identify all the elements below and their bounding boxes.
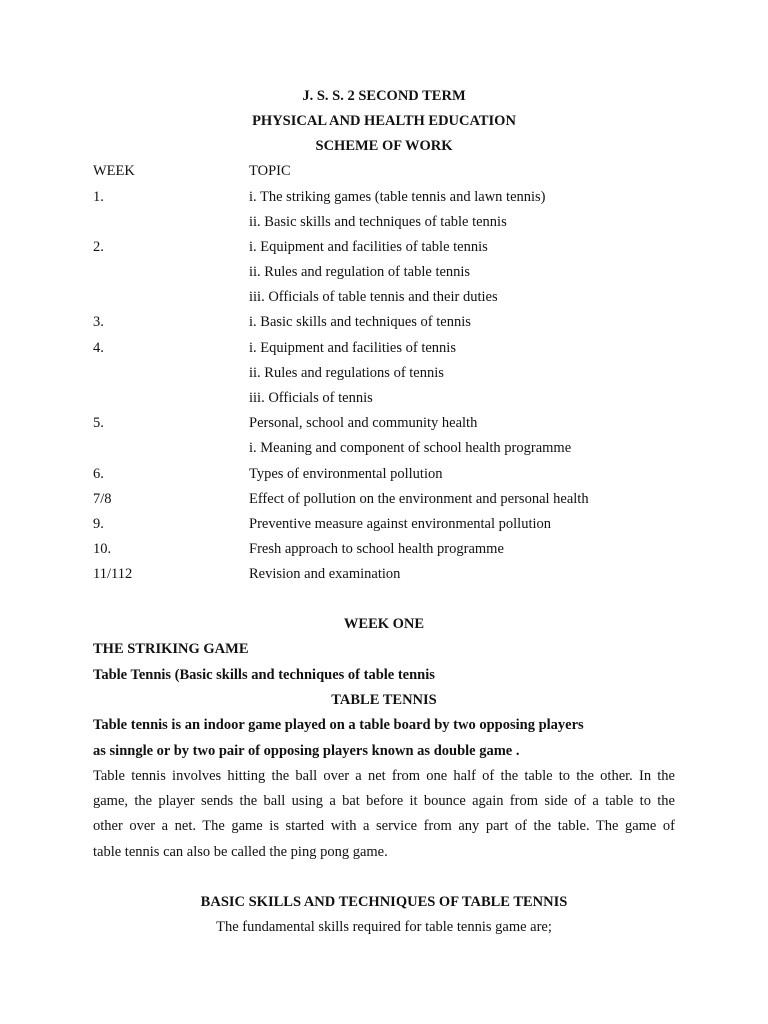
table-row-week: 11/112 [93,566,133,582]
table-row-topic: iii. Officials of tennis [249,390,373,406]
paragraph-line: game, the player sends the ball using a bat before it bounce again from side of a table to the [93,793,675,809]
class-term-heading: J. S. S. 2 SECOND TERM [302,88,466,104]
skills-intro: The fundamental skills required for table tennis game are; [216,919,552,935]
table-row-topic: i. Meaning and component of school health programme [249,440,572,456]
table-row-topic: Preventive measure against environmental pollution [249,516,552,532]
table-row-topic: ii. Rules and regulations of tennis [249,365,444,381]
table-row-week: 3. [93,314,104,330]
scheme-heading: SCHEME OF WORK [315,138,453,154]
section-subtitle: Table Tennis (Basic skills and techniques of table tennis [93,667,435,683]
table-row-week: 1. [93,189,104,205]
definition-line: Table tennis is an indoor game played on a table board by two opposing players [93,717,584,733]
table-row-topic: Personal, school and community health [249,415,478,431]
table-row-week: 7/8 [93,491,112,507]
table-row-week: 9. [93,516,104,532]
table-row-topic: i. Equipment and facilities of tennis [249,340,456,356]
table-row-week: 10. [93,541,112,557]
topic-column-header: TOPIC [249,163,291,179]
skills-heading: BASIC SKILLS AND TECHNIQUES OF TABLE TENNIS [200,894,568,910]
table-row-week: 4. [93,340,104,356]
subject-heading: PHYSICAL AND HEALTH EDUCATION [252,113,516,129]
week-one-heading: WEEK ONE [343,616,425,632]
table-row-topic: ii. Rules and regulation of table tennis [249,264,471,280]
table-row-topic: i. The striking games (table tennis and lawn tennis) [249,189,546,205]
table-row-topic: i. Equipment and facilities of table tennis [249,239,488,255]
table-tennis-heading: TABLE TENNIS [331,692,437,708]
table-row-topic: Revision and examination [249,566,401,582]
paragraph-line: table tennis can also be called the ping pong game. [93,844,388,860]
table-row-week: 2. [93,239,104,255]
paragraph-line: Table tennis involves hitting the ball over a net from one half of the table to the other. In the [93,768,675,784]
table-row-week: 5. [93,415,104,431]
definition-line: as sinngle or by two pair of opposing players known as double game . [93,743,520,759]
table-row-topic: Effect of pollution on the environment and personal health [249,491,589,507]
table-row-topic: Fresh approach to school health programme [249,541,504,557]
table-row-week: 6. [93,466,104,482]
table-row-topic: i. Basic skills and techniques of tennis [249,314,471,330]
table-row-topic: Types of environmental pollution [249,466,443,482]
table-row-topic: ii. Basic skills and techniques of table tennis [249,214,507,230]
week-column-header: WEEK [93,163,135,179]
section-title: THE STRIKING GAME [93,641,249,657]
paragraph-line: other over a net. The game is started with a service from any part of the table. The game of [93,818,675,834]
table-row-topic: iii. Officials of table tennis and their duties [249,289,498,305]
